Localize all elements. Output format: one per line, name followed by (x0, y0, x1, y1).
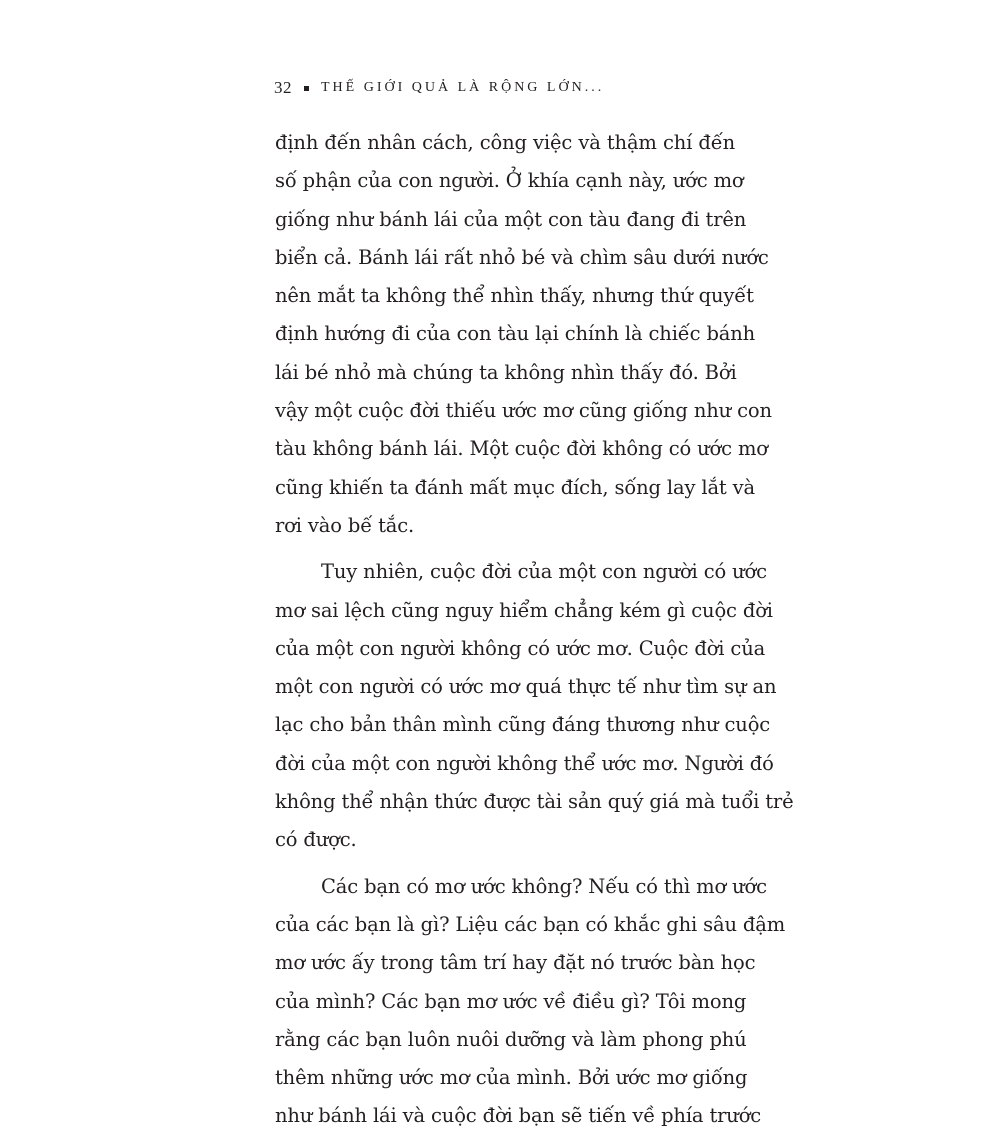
paragraph-spacer (275, 860, 735, 868)
text-line: biển cả. Bánh lái rất nhỏ bé và chìm sâu dưới nước (275, 245, 769, 269)
text-line: lạc cho bản thân mình cũng đáng thương như cuộc (275, 713, 771, 737)
text-line: mơ ước ấy trong tâm trí hay đặt nó trước bàn học (275, 951, 756, 975)
text-line: vậy một cuộc đời thiếu ước mơ cũng giống như con (275, 399, 772, 423)
chapter-title: THẾ GIỚI QUẢ LÀ RỘNG LỚN... (321, 80, 605, 95)
text-line: Tuy nhiên, cuộc đời của một con người có ước (321, 560, 767, 584)
text-line: như bánh lái và cuộc đời bạn sẽ tiến về phía trước (275, 1104, 762, 1128)
text-line: của các bạn là gì? Liệu các bạn có khắc ghi sâu đậm (275, 912, 786, 936)
text-line: không thể nhận thức được tài sản quý giá mà tuổi trẻ (275, 790, 794, 814)
text-line: số phận của con người. Ở khía cạnh này, ước mơ (275, 169, 744, 193)
text-line: của mình? Các bạn mơ ước về điều gì? Tôi mong (275, 989, 747, 1013)
text-line: thêm những ước mơ của mình. Bởi ước mơ giống (275, 1066, 748, 1090)
paragraph-spacer (275, 545, 735, 553)
text-line: định đến nhân cách, công việc và thậm chí đến (275, 131, 735, 154)
text-line: có được. (275, 828, 357, 852)
text-line: Các bạn có mơ ước không? Nếu có thì mơ ước (321, 874, 767, 898)
text-line: giống như bánh lái của một con tàu đang đi trên (275, 207, 747, 231)
text-line: nên mắt ta không thể nhìn thấy, nhưng thứ quyết (275, 284, 754, 308)
running-head (274, 76, 604, 100)
square-bullet-icon (304, 86, 309, 91)
paragraph (275, 124, 772, 545)
text-line: định hướng đi của con tàu lại chính là chiếc bánh (275, 322, 756, 346)
text-line: đời của một con người không thể ước mơ. Người đó (275, 751, 774, 775)
text-line: của một con người không có ước mơ. Cuộc đời của (275, 636, 766, 660)
paragraph (275, 553, 794, 859)
text-line: rằng các bạn luôn nuôi dưỡng và làm phong phú (275, 1027, 747, 1051)
text-line: mơ sai lệch cũng nguy hiểm chẳng kém gì cuộc đời (275, 598, 773, 622)
paragraph (275, 868, 786, 1136)
text-line: rơi vào bế tắc. (275, 513, 415, 537)
text-line: lái bé nhỏ mà chúng ta không nhìn thấy đó. Bởi (275, 360, 737, 384)
page-number: 32 (274, 78, 292, 97)
text-line: tàu không bánh lái. Một cuộc đời không có ước mơ (275, 437, 768, 461)
text-line: cũng khiến ta đánh mất mục đích, sống lay lắt và (275, 475, 756, 499)
text-line: một con người có ước mơ quá thực tế như tìm sự an (275, 675, 777, 699)
body-text (275, 124, 794, 1136)
